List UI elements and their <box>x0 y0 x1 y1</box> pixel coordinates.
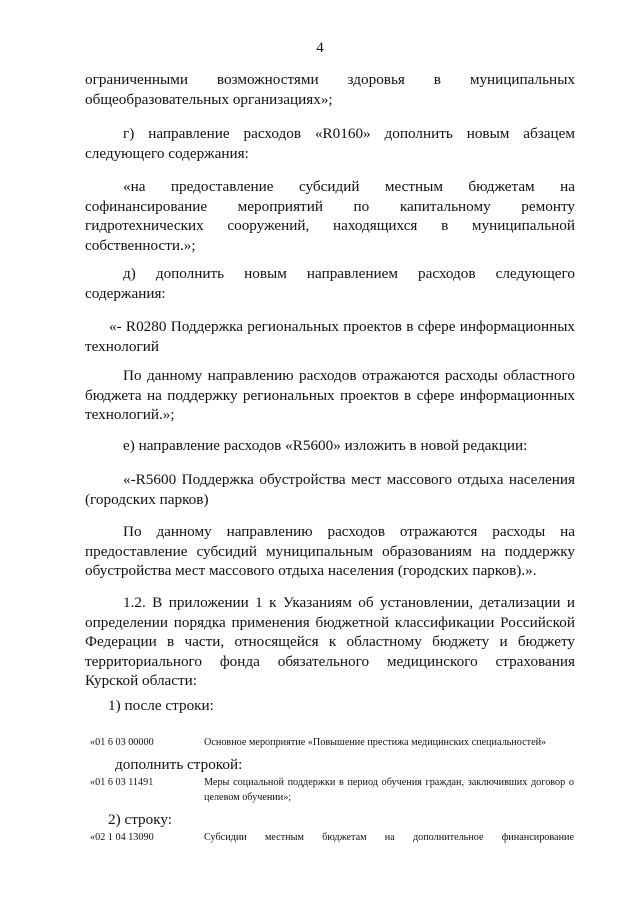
paragraph-item-g: г) направление расходов «R0160» дополнить новым абзацем следующего содержания: <box>85 125 575 162</box>
table-row-code: «01 6 03 00000 <box>90 737 154 748</box>
page-number: 4 <box>316 40 324 56</box>
paragraph-row-2: 2) строку: <box>108 811 172 828</box>
paragraph-after-row: 1) после строки: <box>108 697 214 714</box>
paragraph-item-e: е) направление расходов «R5600» изложить в новой редакции: <box>123 437 528 454</box>
table-row-text: Меры социальной поддержки в период обучения граждан, заключивших договор о целевом обучении»; <box>204 777 574 803</box>
paragraph-r5600-description: По данному направлению расходов отражаются расходы на предоставление субсидий муниципальным образованиям на поддержку обустройства мест массового отдыха населения (городских парков).». <box>85 523 575 579</box>
paragraph-quote-r0160: «на предоставление субсидий местным бюджетам на софинансирование мероприятий по капитальному ремонту гидротехнических сооружений, находящихся в муниципальной собственности.»; <box>85 178 575 254</box>
table-row-code: «01 6 03 11491 <box>90 777 154 788</box>
paragraph-1-2: 1.2. В приложении 1 к Указаниям об установлении, детализации и определении порядка применения бюджетной классификации Российской Федерации в части, относящейся к областному бюджету и бюджету территориального фонда обязательного медицинского страхования Курской области: <box>85 594 575 689</box>
paragraph-r0280-description: По данному направлению расходов отражаются расходы областного бюджета на поддержку региональных проектов в сфере информационных технологий.»; <box>85 367 575 423</box>
table-row-code: «02 1 04 13090 <box>90 832 154 843</box>
paragraph-continuation-line2: общеобразовательных организациях»; <box>85 91 333 108</box>
paragraph-item-d: д) дополнить новым направлением расходов следующего содержания: <box>85 265 575 302</box>
table-row-text: Субсидии местным бюджетам на дополнительное финансирование <box>204 832 574 843</box>
paragraph-add-row: дополнить строкой: <box>115 756 243 773</box>
paragraph-r5600: «-R5600 Поддержка обустройства мест массового отдыха населения (городских парков) <box>85 471 575 508</box>
paragraph-r0280: «- R0280 Поддержка региональных проектов в сфере информационных технологий <box>85 318 575 355</box>
table-row-text: Основное мероприятие «Повышение престижа медицинских специальностей» <box>204 737 547 748</box>
paragraph-continuation-line1: ограниченными возможностями здоровья в муниципальных <box>85 71 575 88</box>
